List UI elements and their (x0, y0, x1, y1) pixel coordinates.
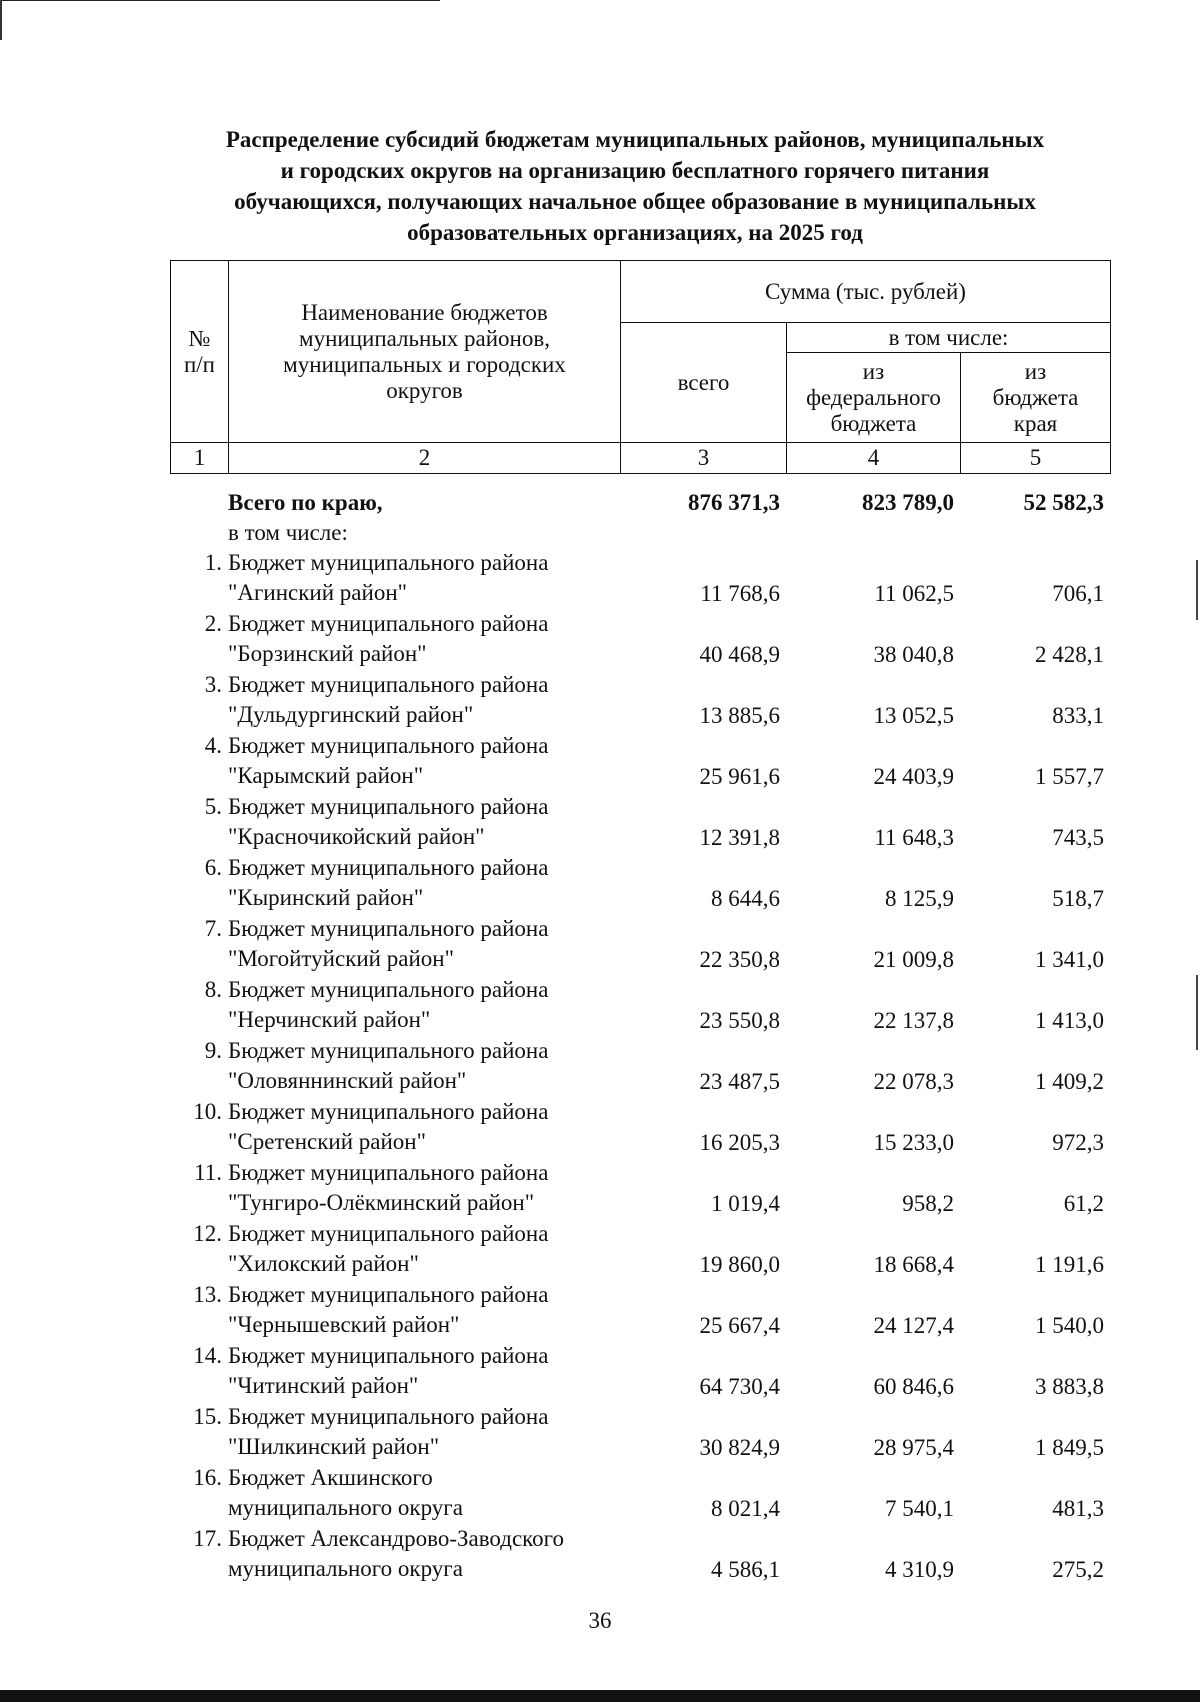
row-regional: 1 557,7 (1035, 764, 1104, 789)
row-total: 11 768,6 (700, 581, 780, 606)
row-regional: 275,2 (1052, 1557, 1104, 1582)
scan-edge-left (0, 0, 2, 40)
row-regional: 518,7 (1052, 886, 1104, 911)
row-federal: 60 846,6 (873, 1374, 954, 1399)
row-budget-name (228, 914, 620, 975)
row-budget-name (228, 1341, 620, 1402)
row-number: 7. (204, 916, 222, 941)
row-name-line-1: Бюджет муниципального района (228, 1038, 549, 1063)
row-regional: 972,3 (1052, 1130, 1104, 1155)
row-name-line-1: Бюджет муниципального района (228, 611, 549, 636)
row-name-line-1: Бюджет муниципального района (228, 977, 549, 1002)
row-name-line-1: Бюджет муниципального района (228, 1343, 549, 1368)
row-name-line-2: "Красночикойский район" (228, 824, 485, 849)
row-budget-name (228, 1158, 620, 1219)
row-total: 12 391,8 (699, 825, 780, 850)
table-row (170, 792, 1110, 853)
scan-edge-bottom (0, 1690, 1200, 1702)
row-name-line-2: "Могойтуйский район" (228, 946, 454, 971)
row-number: 14. (193, 1343, 222, 1368)
column-number-1: 1 (171, 443, 229, 474)
header-federal: из федерального бюджета (787, 353, 961, 443)
row-name-line-2: муниципального округа (228, 1556, 463, 1581)
row-regional: 1 413,0 (1035, 1008, 1104, 1033)
scan-edge-mark (1196, 975, 1198, 1050)
column-number-5: 5 (961, 443, 1111, 474)
total-regional: 52 582,3 (1023, 490, 1104, 515)
total-label: Всего по краю, (228, 490, 383, 515)
page-number: 36 (588, 1608, 612, 1633)
row-total: 19 860,0 (699, 1252, 780, 1277)
row-budget-name (228, 1036, 620, 1097)
scan-edge-top (0, 0, 440, 1)
row-number: 5. (204, 794, 222, 819)
row-budget-name (228, 548, 620, 609)
row-number: 4. (204, 733, 222, 758)
row-federal: 28 975,4 (873, 1435, 954, 1460)
row-name-line-2: "Тунгиро-Олёкминский район" (228, 1190, 535, 1215)
row-federal: 15 233,0 (873, 1130, 954, 1155)
row-total: 23 487,5 (699, 1069, 780, 1094)
row-federal: 21 009,8 (873, 947, 954, 972)
row-budget-name (228, 1402, 620, 1463)
row-budget-name (228, 609, 620, 670)
subheading-row (170, 518, 1110, 548)
row-regional: 1 849,5 (1035, 1435, 1104, 1460)
row-total: 4 586,1 (711, 1557, 780, 1582)
table-row (170, 1219, 1110, 1280)
row-number: 2. (204, 611, 222, 636)
header-sum: Сумма (тыс. рублей) (621, 261, 1111, 323)
row-budget-name (228, 1463, 620, 1524)
row-federal: 18 668,4 (873, 1252, 954, 1277)
row-name-line-2: "Сретенский район" (228, 1129, 426, 1154)
row-regional: 706,1 (1052, 581, 1104, 606)
row-regional: 481,3 (1052, 1496, 1104, 1521)
row-name-line-2: "Оловяннинский район" (228, 1068, 467, 1093)
column-number-3: 3 (621, 443, 787, 474)
table-row (170, 1341, 1110, 1402)
row-total: 16 205,3 (699, 1130, 780, 1155)
row-federal: 24 127,4 (873, 1313, 954, 1338)
table-row (170, 1524, 1110, 1585)
table-row (170, 670, 1110, 731)
row-regional: 833,1 (1052, 703, 1104, 728)
row-number: 13. (193, 1282, 222, 1307)
row-number: 17. (193, 1526, 222, 1551)
row-name-line-1: Бюджет муниципального района (228, 916, 549, 941)
table-body (170, 488, 1110, 1585)
table-row (170, 975, 1110, 1036)
row-number: 6. (204, 855, 222, 880)
column-number-2: 2 (229, 443, 621, 474)
row-name-line-1: Бюджет муниципального района (228, 733, 549, 758)
subheading-label: в том числе: (228, 520, 348, 545)
row-total: 13 885,6 (699, 703, 780, 728)
row-name-line-2: "Нерчинский район" (228, 1007, 431, 1032)
row-name-line-1: Бюджет муниципального района (228, 550, 549, 575)
row-budget-name (228, 853, 620, 914)
row-name-line-2: "Кыринский район" (228, 885, 424, 910)
row-number: 16. (193, 1465, 222, 1490)
total-federal: 823 789,0 (862, 490, 954, 515)
document-title: Распределение субсидий бюджетам муниципальных районов, муниципальных и городских округов на организацию бесплатного горячего питания обучающихся, получающих начальное общее образование в муниципальных образовательных организациях, на 2025 год (225, 127, 1045, 245)
table-row (170, 914, 1110, 975)
table-row (170, 1158, 1110, 1219)
row-name-line-1: Бюджет Акшинского (228, 1465, 433, 1490)
row-budget-name (228, 670, 620, 731)
row-number: 1. (204, 550, 222, 575)
row-total: 8 644,6 (711, 886, 780, 911)
row-budget-name (228, 792, 620, 853)
row-federal: 11 062,5 (874, 581, 954, 606)
row-name-line-2: муниципального округа (228, 1495, 463, 1520)
row-federal: 4 310,9 (885, 1557, 954, 1582)
row-name-line-2: "Читинский район" (228, 1373, 419, 1398)
row-name-line-2: "Агинский район" (228, 580, 408, 605)
row-name-line-1: Бюджет муниципального района (228, 672, 549, 697)
row-budget-name (228, 1097, 620, 1158)
row-total: 25 961,6 (699, 764, 780, 789)
row-number: 3. (204, 672, 222, 697)
row-total: 30 824,9 (699, 1435, 780, 1460)
row-name-line-2: "Борзинский район" (228, 641, 427, 666)
row-budget-name (228, 731, 620, 792)
row-federal: 22 137,8 (873, 1008, 954, 1033)
row-total: 8 021,4 (711, 1496, 780, 1521)
row-number: 8. (204, 977, 222, 1002)
row-number: 10. (193, 1099, 222, 1124)
row-regional: 1 191,6 (1035, 1252, 1104, 1277)
row-federal: 22 078,3 (873, 1069, 954, 1094)
table-row (170, 1402, 1110, 1463)
row-budget-name (228, 1280, 620, 1341)
table-row (170, 609, 1110, 670)
table-row (170, 1280, 1110, 1341)
row-total: 64 730,4 (699, 1374, 780, 1399)
header-number: № п/п (171, 261, 229, 443)
row-name-line-1: Бюджет муниципального района (228, 794, 549, 819)
row-federal: 958,2 (902, 1191, 954, 1216)
row-total: 22 350,8 (699, 947, 780, 972)
row-federal: 38 040,8 (873, 642, 954, 667)
row-number: 11. (194, 1160, 222, 1185)
total-row (170, 488, 1110, 518)
table-row (170, 731, 1110, 792)
row-federal: 7 540,1 (885, 1496, 954, 1521)
row-budget-name (228, 1524, 620, 1585)
row-regional: 1 341,0 (1035, 947, 1104, 972)
row-name-line-2: "Карымский район" (228, 763, 424, 788)
header-regional: из бюджета края (961, 353, 1111, 443)
row-regional: 1 540,0 (1035, 1313, 1104, 1338)
row-name-line-1: Бюджет муниципального района (228, 1282, 549, 1307)
row-regional: 1 409,2 (1035, 1069, 1104, 1094)
row-federal: 24 403,9 (873, 764, 954, 789)
table-header (170, 260, 1111, 474)
row-name-line-1: Бюджет муниципального района (228, 1404, 549, 1429)
row-name-line-1: Бюджет муниципального района (228, 1221, 549, 1246)
row-total: 23 550,8 (699, 1008, 780, 1033)
header-name: Наименование бюджетов муниципальных районов, муниципальных и городских округов (229, 261, 621, 443)
row-name-line-1: Бюджет муниципального района (228, 855, 549, 880)
row-budget-name (228, 975, 620, 1036)
total-sum: 876 371,3 (688, 490, 780, 515)
row-federal: 11 648,3 (874, 825, 954, 850)
header-including: в том числе: (787, 323, 1111, 353)
table-row (170, 1097, 1110, 1158)
row-federal: 13 052,5 (873, 703, 954, 728)
row-regional: 743,5 (1052, 825, 1104, 850)
table-row (170, 1036, 1110, 1097)
row-total: 1 019,4 (711, 1191, 780, 1216)
row-name-line-1: Бюджет муниципального района (228, 1099, 549, 1124)
table-row (170, 1463, 1110, 1524)
column-number-4: 4 (787, 443, 961, 474)
row-number: 9. (204, 1038, 222, 1063)
scan-edge-mark (1196, 560, 1198, 620)
row-budget-name (228, 1219, 620, 1280)
row-total: 40 468,9 (699, 642, 780, 667)
row-total: 25 667,4 (699, 1313, 780, 1338)
row-regional: 3 883,8 (1035, 1374, 1104, 1399)
row-name-line-2: "Шилкинский район" (228, 1434, 440, 1459)
header-total: всего (621, 323, 787, 443)
row-name-line-2: "Дульдургинский район" (228, 702, 474, 727)
row-federal: 8 125,9 (885, 886, 954, 911)
row-number: 15. (193, 1404, 222, 1429)
table-row (170, 853, 1110, 914)
row-regional: 61,2 (1063, 1191, 1104, 1216)
row-regional: 2 428,1 (1035, 642, 1104, 667)
row-name-line-2: "Чернышевский район" (228, 1312, 460, 1337)
row-name-line-2: "Хилокский район" (228, 1251, 419, 1276)
row-name-line-1: Бюджет Александрово-Заводского (228, 1526, 565, 1551)
table-row (170, 548, 1110, 609)
row-name-line-1: Бюджет муниципального района (228, 1160, 549, 1185)
row-number: 12. (193, 1221, 222, 1246)
